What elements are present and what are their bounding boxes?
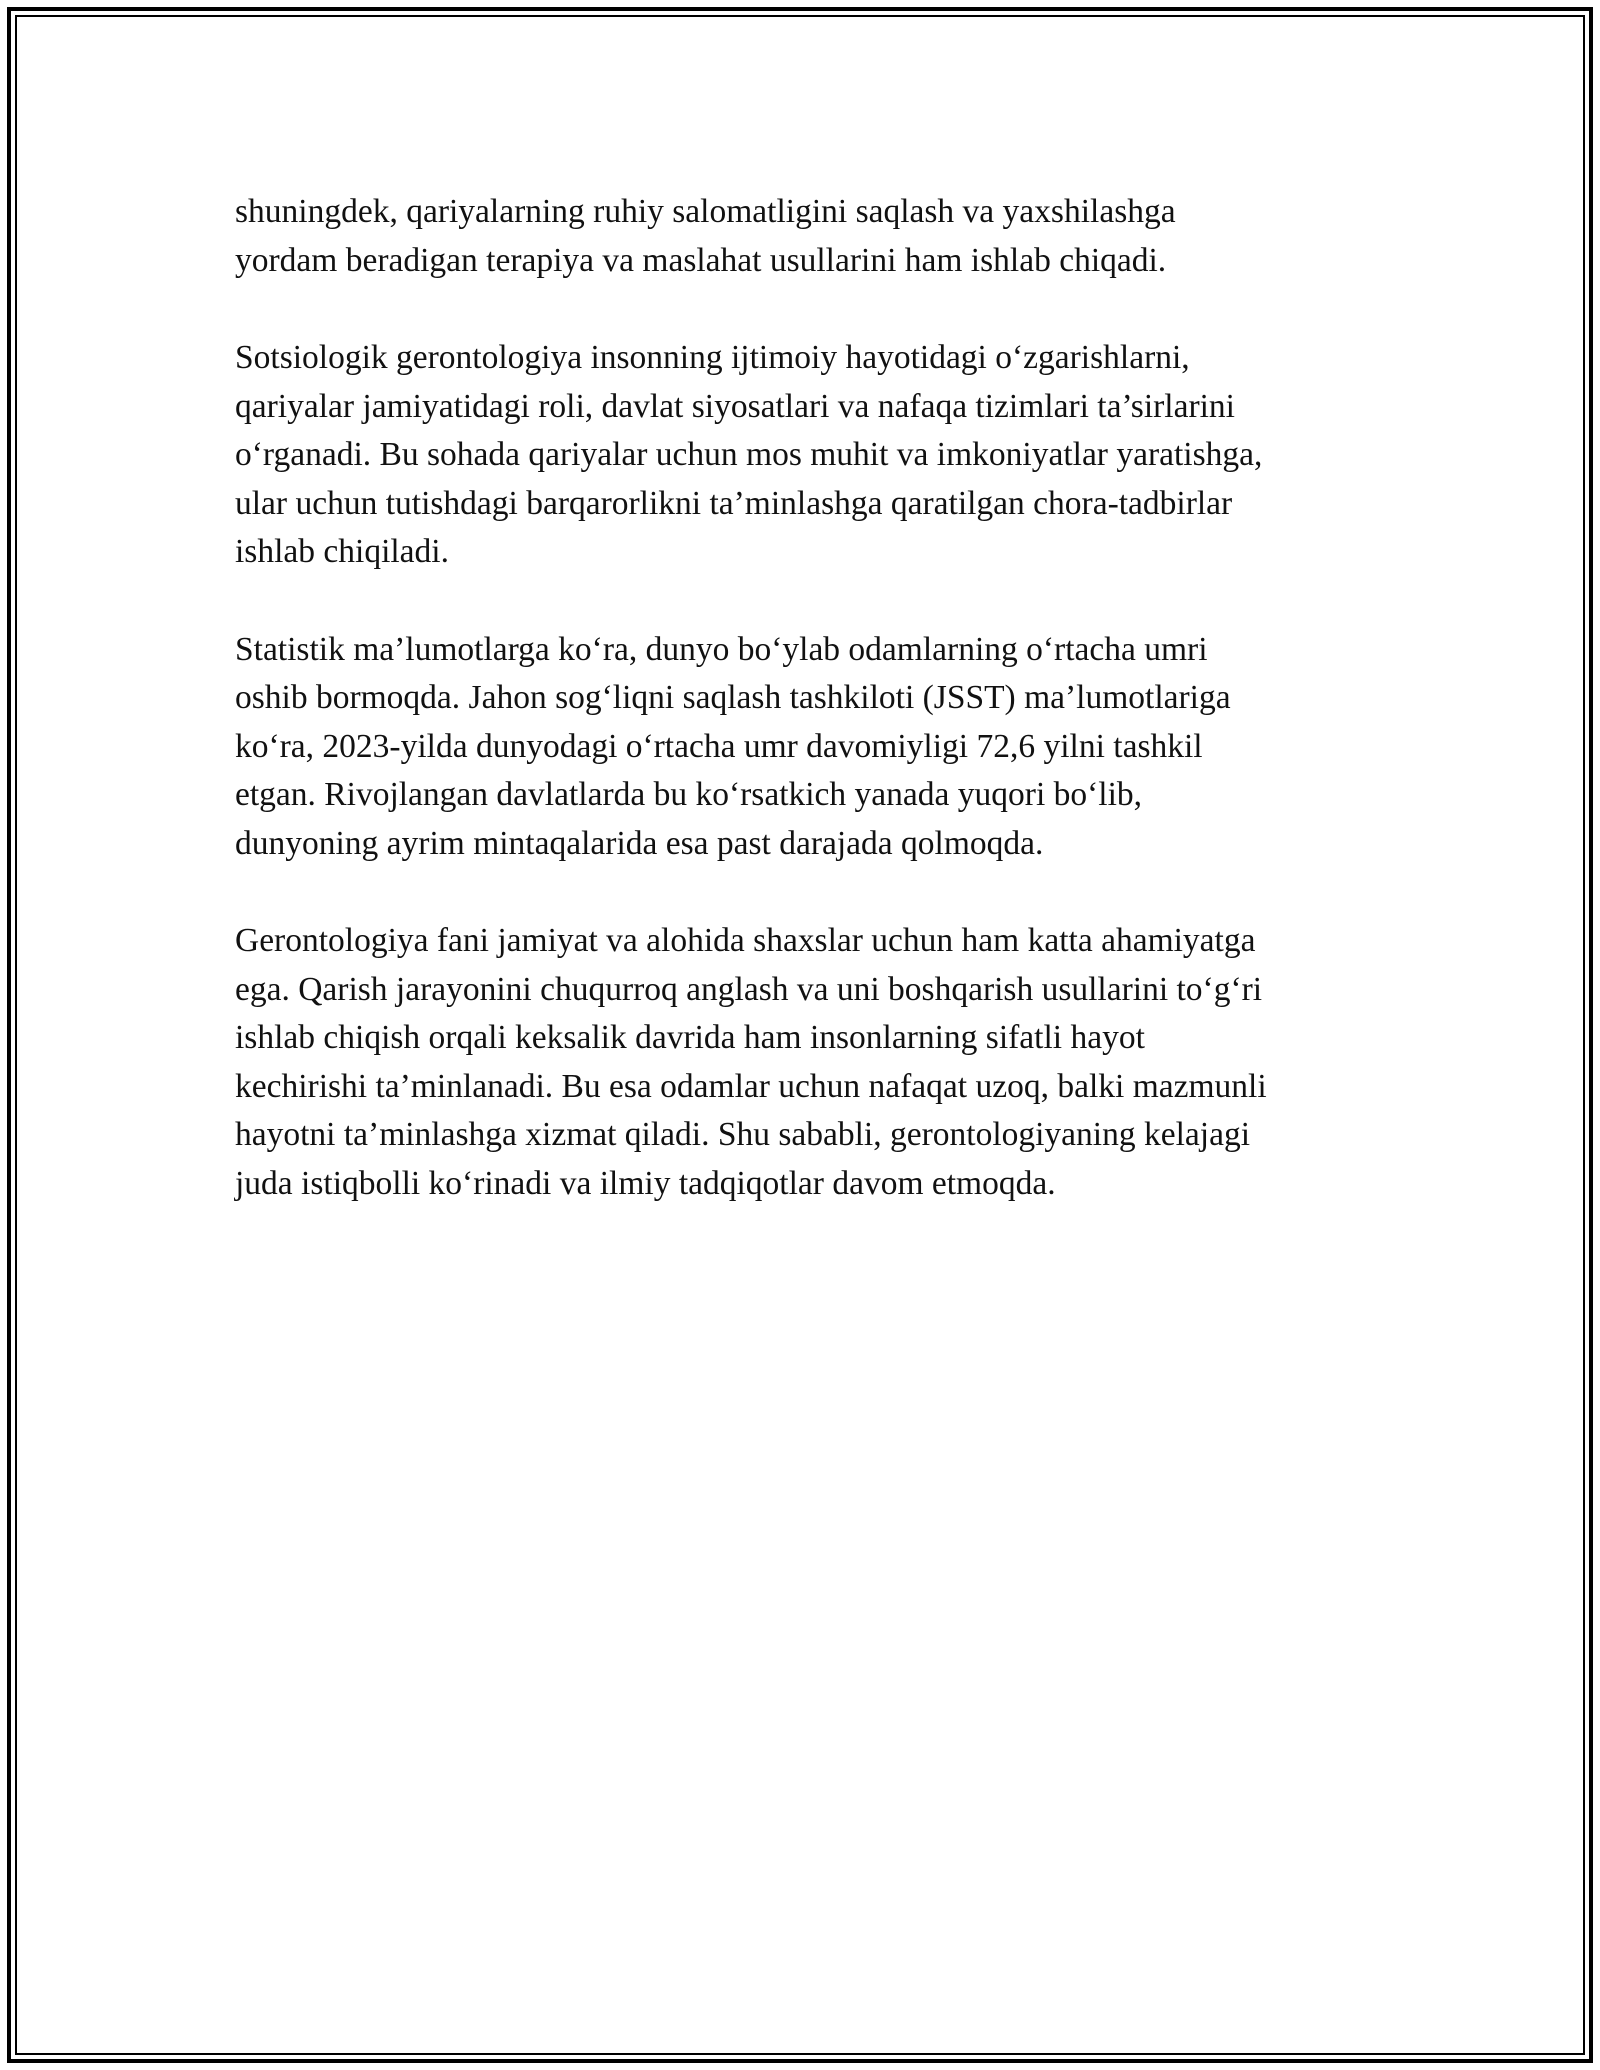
paragraph-2: Sotsiologik gerontologiya insonning ijtimoiy hayotidagi o‘zgarishlarni, qariyalar jamiyatidagi roli, davlat siyosatlari va nafaqa tizimlari ta’sirlarini o‘rganadi. Bu sohada qariyalar uchun mos muhit va imkoniyatlar yaratishga, ular uchun tutishdagi barqarorlikni ta’minlashga qaratilgan chora-tadbirlar ishlab chiqiladi.: [235, 339, 1263, 570]
paragraph-4: Gerontologiya fani jamiyat va alohida shaxslar uchun ham katta ahamiyatga ega. Qarish jarayonini chuqurroq anglash va uni boshqarish usullarini to‘g‘ri ishlab chiqish orqali keksalik davrida ham insonlarning sifatli hayot kechirishi ta’minlanadi. Bu esa odamlar uchun nafaqat uzoq, balki mazmunli hayotni ta’minlashga xizmat qiladi. Shu sababli, gerontologiyaning kelajagi juda istiqbolli ko‘rinadi va ilmiy tadqiqotlar davom etmoqda.: [235, 922, 1267, 1202]
document-body: [235, 188, 1375, 1257]
paragraph-3: Statistik ma’lumotlarga ko‘ra, dunyo bo‘ylab odamlarning o‘rtacha umri oshib bormoqda. Jahon sog‘liqni saqlash tashkiloti (JSST) ma’lumotlariga ko‘ra, 2023-yilda dunyodagi o‘rtacha umr davomiyligi 72,6 yilni tashkil etgan. Rivojlangan davlatlarda bu ko‘rsatkich yanada yuqori bo‘lib, dunyoning ayrim mintaqalarida esa past darajada qolmoqda.: [235, 630, 1231, 862]
paragraph-1: shuningdek, qariyalarning ruhiy salomatligini saqlash va yaxshilashga yordam beradigan terapiya va maslahat usullarini ham ishlab chiqadi.: [235, 193, 1176, 279]
